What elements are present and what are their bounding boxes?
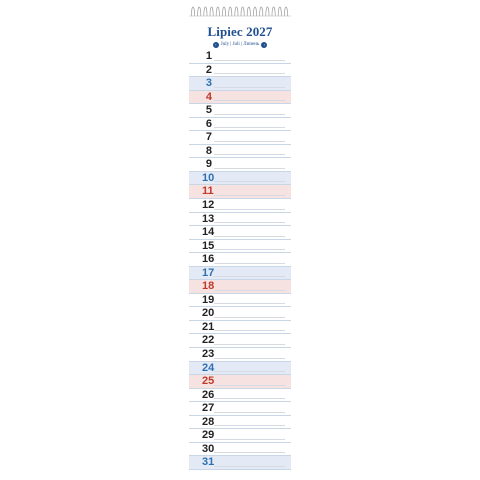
calendar-day-row	[189, 389, 291, 403]
day-number: 21	[202, 320, 215, 333]
day-number: 24	[202, 361, 215, 374]
spiral-loop	[204, 7, 207, 16]
day-number: 30	[202, 442, 215, 455]
calendar-day-row	[189, 294, 291, 308]
calendar-day-row	[189, 443, 291, 457]
day-number: 1	[205, 50, 212, 62]
spiral-loop	[210, 7, 213, 16]
note-line	[214, 317, 285, 318]
day-number: 13	[202, 212, 215, 225]
spiral-loop	[278, 7, 281, 16]
spiral-loop	[191, 7, 194, 16]
calendar-day-row	[189, 240, 291, 254]
spiral-loop	[260, 7, 263, 16]
day-number: 9	[205, 158, 212, 171]
note-line	[214, 154, 285, 155]
day-number: 7	[205, 131, 212, 144]
calendar-day-row	[189, 145, 291, 159]
day-number: 18	[202, 280, 215, 293]
note-line	[214, 290, 285, 291]
calendar-day-row	[189, 375, 291, 389]
day-grid	[189, 50, 291, 470]
note-line	[214, 141, 285, 142]
calendar-day-row	[189, 158, 291, 172]
calendar-day-row	[189, 362, 291, 376]
note-line	[214, 330, 285, 331]
calendar-day-row	[189, 334, 291, 348]
day-number: 20	[202, 307, 215, 320]
day-number: 26	[202, 388, 215, 401]
calendar-day-row	[189, 321, 291, 335]
calendar-day-row	[189, 253, 291, 267]
calendar-day-row	[189, 402, 291, 416]
calendar-day-row	[189, 226, 291, 240]
calendar-day-row	[189, 131, 291, 145]
day-number: 8	[205, 144, 212, 157]
chevron-left-icon[interactable]: ‹	[213, 42, 219, 48]
spiral-loop	[198, 7, 201, 16]
spiral-loop	[253, 7, 256, 16]
calendar-day-row	[189, 456, 291, 470]
calendar-day-row	[189, 416, 291, 430]
spiral-binding	[189, 2, 291, 18]
calendar-day-row	[189, 348, 291, 362]
note-line	[214, 114, 285, 115]
wall-calendar-sheet	[189, 0, 291, 480]
note-line	[214, 412, 285, 413]
note-line	[214, 236, 285, 237]
spiral-loop	[235, 7, 238, 16]
day-number: 6	[205, 117, 212, 130]
calendar-day-row	[189, 280, 291, 294]
note-line	[214, 276, 285, 277]
note-line	[214, 385, 285, 386]
day-number: 16	[202, 253, 215, 266]
spiral-loop	[222, 7, 225, 16]
note-line	[214, 439, 285, 440]
calendar-day-row	[189, 77, 291, 91]
note-line	[214, 222, 285, 223]
day-number: 19	[202, 293, 215, 306]
calendar-day-row	[189, 199, 291, 213]
note-line	[214, 195, 285, 196]
day-number: 23	[202, 348, 215, 361]
calendar-day-row	[189, 185, 291, 199]
note-line	[214, 181, 285, 182]
spiral-loop	[284, 7, 287, 16]
day-number: 2	[205, 63, 212, 76]
spiral-loop	[247, 7, 250, 16]
chevron-right-icon[interactable]: ›	[261, 42, 267, 48]
calendar-day-row	[189, 64, 291, 78]
day-number: 11	[202, 185, 214, 198]
day-number: 4	[205, 90, 212, 103]
note-line	[214, 303, 285, 304]
month-subtitle: July | Juli | Липень	[220, 41, 260, 47]
note-line	[214, 249, 285, 250]
calendar-day-row	[189, 118, 291, 132]
day-number: 5	[205, 104, 212, 117]
calendar-day-row	[189, 172, 291, 186]
note-line	[214, 371, 285, 372]
spiral-loop	[229, 7, 232, 16]
day-number: 29	[202, 429, 215, 442]
note-line	[214, 263, 285, 264]
month-title: Lipiec 2027	[207, 24, 273, 39]
note-line	[214, 358, 285, 359]
spiral-loop	[241, 7, 244, 16]
spiral-loop	[272, 7, 275, 16]
calendar-day-row	[189, 429, 291, 443]
day-number: 27	[202, 402, 215, 415]
note-line	[214, 60, 285, 61]
calendar-day-row	[189, 307, 291, 321]
day-number: 15	[202, 239, 215, 252]
day-number: 25	[202, 375, 215, 388]
note-line	[214, 452, 285, 453]
calendar-day-row	[189, 50, 291, 64]
day-number: 12	[202, 199, 215, 212]
calendar-day-row	[189, 91, 291, 105]
note-line	[214, 344, 285, 345]
day-number: 31	[202, 456, 215, 469]
note-line	[214, 127, 285, 128]
day-number: 22	[202, 334, 215, 347]
note-line	[214, 398, 285, 399]
note-line	[214, 73, 285, 74]
spiral-loop	[216, 7, 219, 16]
day-number: 17	[202, 266, 215, 279]
day-number: 28	[202, 415, 215, 428]
note-line	[214, 87, 285, 88]
calendar-header	[189, 25, 291, 48]
note-line	[214, 209, 285, 210]
note-line	[214, 100, 285, 101]
note-line	[214, 168, 285, 169]
spiral-loop	[266, 7, 269, 16]
calendar-day-row	[189, 213, 291, 227]
calendar-day-row	[189, 104, 291, 118]
day-number: 3	[205, 77, 212, 90]
day-number: 14	[202, 226, 215, 239]
month-subtitle-row	[189, 41, 291, 48]
note-line	[214, 466, 285, 467]
calendar-day-row	[189, 267, 291, 281]
day-number: 10	[202, 171, 215, 184]
note-line	[214, 425, 285, 426]
